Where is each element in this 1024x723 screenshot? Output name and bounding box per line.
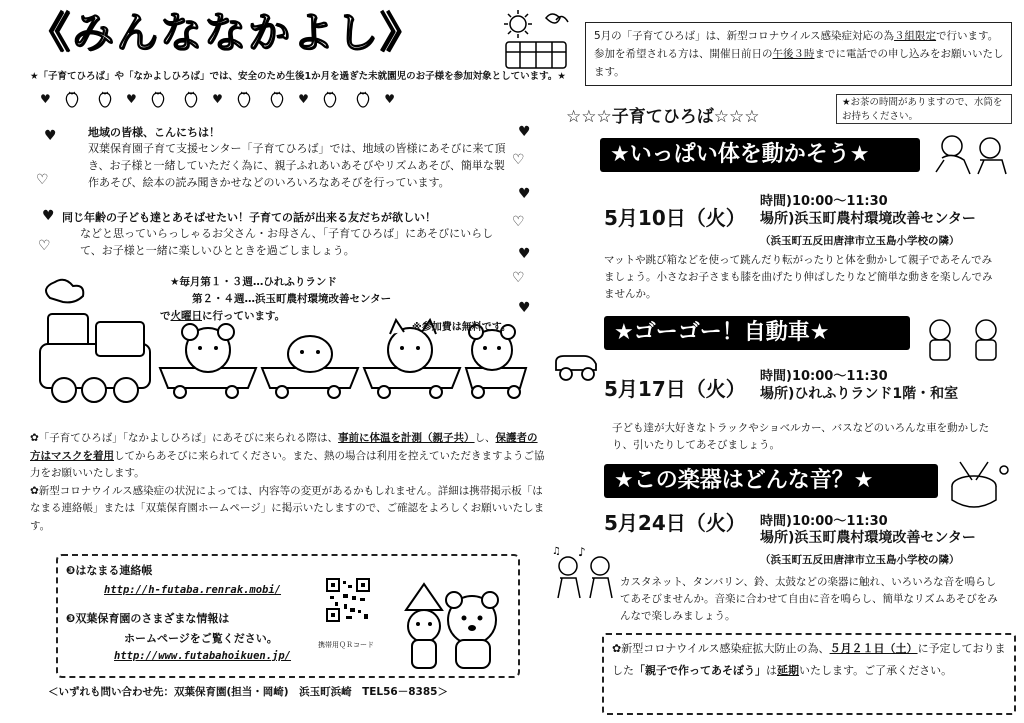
event-description-1: マットや跳び箱などを使って跳んだり転がったりと体を動かして親子であそんでみましょう。小さなお子さまも膝を曲げたり伸ばしたりなど簡単な動きを楽しんでみませんか。: [604, 254, 993, 300]
strawberry-icon: [322, 89, 338, 109]
strawberry-icon: [150, 89, 166, 109]
drum-instrument-icon: [944, 456, 1014, 516]
schedule-text: で: [160, 310, 171, 322]
heart-icon: ♥: [44, 128, 57, 144]
event-date-1: 5月10日（火）: [604, 206, 746, 230]
strawberry-icon: [64, 89, 80, 109]
notice-segment: までに電話での申し込みをお願いいたします。: [594, 48, 1004, 78]
event-place-detail-1: （浜玉町五反田唐津市立玉島小学校の隣）: [760, 235, 960, 247]
notes-text: ✿「子育てひろば」「なかよしひろば」にあそびに来られる際は、: [30, 432, 339, 444]
schedule-day: 火曜日: [170, 310, 202, 322]
event-date-2: 5月17日（火）: [604, 377, 746, 401]
notice-segment: で行います。参加を希望される方は、開催日前日の: [594, 30, 999, 60]
notice-segment: 5月の「子育てひろば」は、新型コロナウイルス感染症対応の為: [594, 30, 895, 42]
notes-emphasis: 事前に体温を計測（親子共）: [338, 432, 475, 444]
greeting-paragraph-2: などと思っていらっしゃるお父さん・お母さん、「子育てひろば」にあそびにいらして、お子様と一緒に楽しいひとときを過ごしましょう。: [80, 227, 494, 257]
intro-text: ★「子育てひろば」や「なかよしひろば」では、安全のため生後1か月を過ぎた未就園児のお子様を参加対象としています。★: [30, 71, 566, 82]
heart-icon: ♥: [40, 91, 51, 106]
hiroba-title: ☆☆☆子育てひろば☆☆☆: [566, 107, 760, 127]
strawberry-border: [38, 88, 524, 114]
postponement-status: 延期: [777, 664, 799, 677]
strawberry-icon: ♡: [36, 172, 49, 188]
event-time-1: 時間)10:00～11:30: [760, 194, 888, 209]
postponement-date: ５月２１日（土）: [829, 642, 918, 655]
strawberry-icon: [355, 89, 371, 109]
heart-icon: ♥: [518, 300, 531, 316]
greeting-paragraph: 双葉保育園子育て支援センター「子育てひろば」では、地域の皆様にあそびに来て頂き、お子様と一緒していただく為に、親子ふれあいあそびやリズムあそび、簡単な製作あそび、絵本の読み聞きかせなどのいろいろなあそびを行っています。: [88, 142, 506, 189]
notes-text: してからあそびに来られてください。また、熱の場合は利用を控えていただきますようご協力をお願いいたします。: [30, 449, 545, 479]
postponement-text: は: [766, 664, 777, 677]
heart-icon: ♥: [518, 246, 531, 262]
strawberry-icon: [269, 89, 285, 109]
event-place-1: 場所)浜玉町農村環境改善センター: [760, 211, 976, 227]
kids-exercising-illustration: [930, 128, 1010, 178]
postponement-text: いたします。ご了承ください。: [799, 664, 953, 677]
event-description-3: カスタネット、タンバリン、鈴、太鼓などの楽器に触れ、いろいろな音を鳴らしてあそびませんか。音楽に合わせて自由に音を鳴らし、簡単なリズムあそびをみんなで楽しみましょう。: [620, 576, 998, 622]
tea-note: ★お茶の時間がありますので、水筒をお持ちください。: [836, 94, 1012, 124]
notice-text: [594, 27, 1006, 81]
heart-icon: ♥: [518, 186, 531, 202]
heart-icon: ♥: [42, 208, 55, 224]
strawberry-icon: [183, 89, 199, 109]
schedule-line-3: [160, 308, 285, 323]
schedule-text: に行っています。: [202, 310, 286, 322]
futaba-logo: [500, 8, 572, 72]
event-banner-2: ★ゴーゴー！自動車★: [604, 316, 910, 350]
mascot-illustration: [396, 576, 506, 672]
homepage-link[interactable]: http://www.futabahoikuen.jp/: [114, 650, 292, 662]
heart-icon: ♥: [126, 91, 137, 106]
postponement-notice: [612, 638, 1008, 682]
notes-emphasis: 保護者の方はマスクを着用: [30, 432, 538, 462]
event-time-2: 時間)10:00～11:30: [760, 369, 888, 384]
kids-playing-illustration: [916, 316, 1012, 364]
kids-music-illustration: [548, 544, 618, 604]
event-banner-1: ★いっぱい体を動かそう★: [600, 138, 920, 172]
qr-label: 携帯用ＱＲコード: [318, 641, 374, 649]
toy-car-icon: [552, 346, 602, 384]
page-title: 《みんななかよし》: [28, 8, 425, 57]
postponement-text: ✿新型コロナウイルス感染症拡大防止の為、: [612, 642, 830, 655]
postponement-text: に予定しておりました: [612, 642, 1006, 677]
postponement-event: 「親子で作ってあそぼう」: [634, 664, 766, 677]
heart-icon: ♥: [298, 91, 309, 106]
strawberry-icon: ♡: [512, 152, 525, 168]
schedule-line-1: ★毎月第１・３週…ひれふりランド: [170, 276, 337, 288]
qr-code-icon[interactable]: [326, 578, 370, 622]
heart-icon: ♥: [212, 91, 223, 106]
notes-text: し、: [474, 432, 496, 444]
notes-text: ✿新型コロナウイルス感染症の状況によっては、内容等の変更があるかもしれません。詳細は携帯掲示板「はなまる連絡帳」または「双葉保育園ホームページ」に掲示いたしますので、ご確認をよろしくお願いいたします。: [30, 484, 545, 532]
svg-text:♪: ♪: [578, 545, 586, 559]
fee-note: ※参加費は無料です。: [412, 322, 511, 333]
event-place-3: 場所)浜玉町農村環境改善センター: [760, 530, 976, 546]
event-date-3: 5月24日（火）: [604, 511, 746, 535]
notice-emphasis: ３組限定: [894, 30, 937, 42]
svg-text:♫: ♫: [552, 546, 561, 557]
schedule-line-2: 第２・４週…浜玉町農村環境改善センター: [192, 293, 392, 305]
contact-heading-3: ホームページをご覧ください。: [124, 632, 278, 645]
event-banner-3: ★この楽器はどんな音？★: [604, 464, 938, 498]
strawberry-icon: ♡: [38, 238, 51, 254]
event-description-2: 子ども達が大好きなトラックやショベルカー、バスなどのいろんな車を動かしたり、引いたりしてあそびましょう。: [612, 422, 990, 451]
contact-heading: ❸はなまる連絡帳: [66, 564, 153, 577]
greeting-heading-2: 同じ年齢の子ども達とあそばせたい！子育ての話が出来る友だちが欲しい！: [62, 211, 436, 224]
strawberry-icon: ♡: [512, 214, 525, 230]
event-place-detail-3: （浜玉町五反田唐津市立玉島小学校の隣）: [760, 554, 960, 566]
renraku-link[interactable]: http://h-futaba.renrak.mobi/: [104, 584, 282, 596]
footer-contact: ＜いずれも問い合わせ先：双葉保育園(担当・岡崎) 浜玉町浜崎 TEL56－8385＞: [48, 686, 448, 698]
heart-icon: ♥: [518, 124, 531, 140]
notes-section: [30, 430, 546, 535]
strawberry-icon: ♡: [512, 270, 525, 286]
greeting-heading: 地域の皆様、こんにちは！: [88, 126, 220, 139]
heart-icon: ♥: [384, 91, 395, 106]
strawberry-icon: [236, 89, 252, 109]
contact-heading-2: ❸双葉保育園のさまざまな情報は: [66, 612, 230, 625]
notice-emphasis: 午後３時: [772, 48, 815, 60]
event-place-2: 場所)ひれふりランド1階・和室: [760, 386, 959, 402]
event-time-3: 時間)10:00～11:30: [760, 514, 888, 529]
strawberry-icon: [97, 89, 113, 109]
